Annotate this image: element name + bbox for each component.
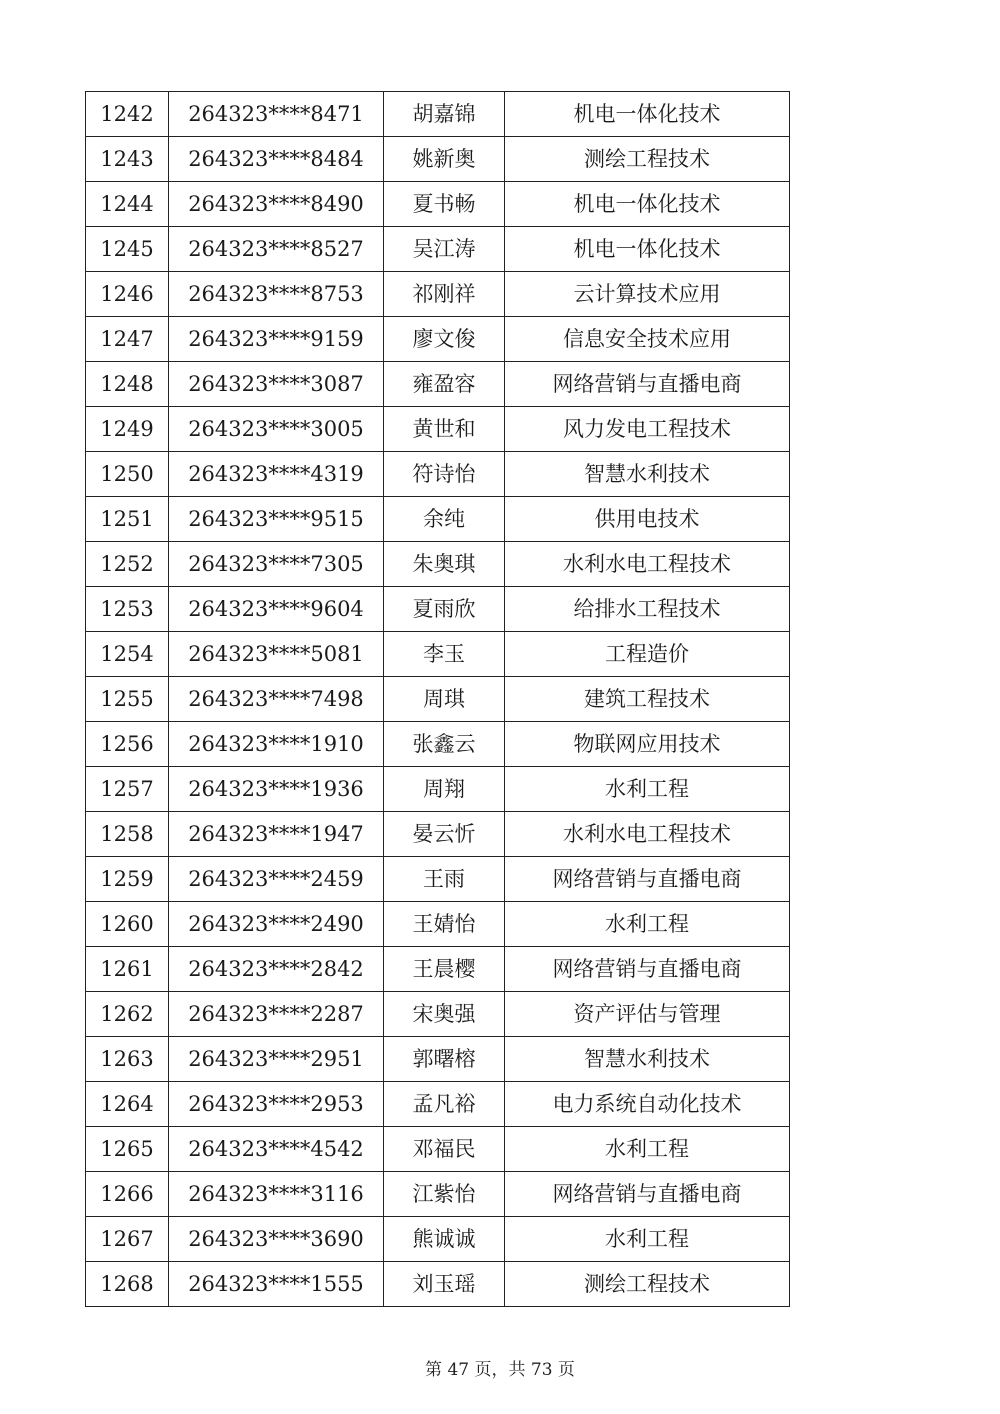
row-number: 1258 xyxy=(86,812,169,857)
major: 物联网应用技术 xyxy=(505,722,790,767)
student-name: 周翔 xyxy=(384,767,505,812)
table-row xyxy=(86,452,790,497)
student-name: 朱奥琪 xyxy=(384,542,505,587)
row-number: 1247 xyxy=(86,317,169,362)
row-number: 1249 xyxy=(86,407,169,452)
major: 智慧水利技术 xyxy=(505,1037,790,1082)
row-number: 1260 xyxy=(86,902,169,947)
id-number: 264323****8527 xyxy=(169,227,384,272)
row-number: 1257 xyxy=(86,767,169,812)
table-row xyxy=(86,767,790,812)
id-number: 264323****3116 xyxy=(169,1172,384,1217)
table-row xyxy=(86,812,790,857)
table-row xyxy=(86,92,790,137)
id-number: 264323****1555 xyxy=(169,1262,384,1307)
table-row xyxy=(86,542,790,587)
table-row xyxy=(86,1082,790,1127)
id-number: 264323****7498 xyxy=(169,677,384,722)
id-number: 264323****5081 xyxy=(169,632,384,677)
table-row xyxy=(86,632,790,677)
major: 测绘工程技术 xyxy=(505,137,790,182)
major: 网络营销与直播电商 xyxy=(505,947,790,992)
table-row xyxy=(86,362,790,407)
student-name: 黄世和 xyxy=(384,407,505,452)
row-number: 1265 xyxy=(86,1127,169,1172)
student-name: 姚新奥 xyxy=(384,137,505,182)
row-number: 1248 xyxy=(86,362,169,407)
row-number: 1245 xyxy=(86,227,169,272)
row-number: 1261 xyxy=(86,947,169,992)
student-name: 王晨樱 xyxy=(384,947,505,992)
table-row xyxy=(86,587,790,632)
student-name: 邓福民 xyxy=(384,1127,505,1172)
student-name: 王婧怡 xyxy=(384,902,505,947)
row-number: 1254 xyxy=(86,632,169,677)
id-number: 264323****9159 xyxy=(169,317,384,362)
major: 网络营销与直播电商 xyxy=(505,362,790,407)
major: 给排水工程技术 xyxy=(505,587,790,632)
student-name: 胡嘉锦 xyxy=(384,92,505,137)
major: 工程造价 xyxy=(505,632,790,677)
student-name: 吴江涛 xyxy=(384,227,505,272)
major: 智慧水利技术 xyxy=(505,452,790,497)
id-number: 264323****3005 xyxy=(169,407,384,452)
row-number: 1251 xyxy=(86,497,169,542)
student-name: 郭曙榕 xyxy=(384,1037,505,1082)
row-number: 1243 xyxy=(86,137,169,182)
major: 电力系统自动化技术 xyxy=(505,1082,790,1127)
row-number: 1262 xyxy=(86,992,169,1037)
table-row xyxy=(86,1262,790,1307)
student-name: 廖文俊 xyxy=(384,317,505,362)
major: 测绘工程技术 xyxy=(505,1262,790,1307)
student-name: 符诗怡 xyxy=(384,452,505,497)
major: 机电一体化技术 xyxy=(505,182,790,227)
major: 云计算技术应用 xyxy=(505,272,790,317)
major: 水利工程 xyxy=(505,1217,790,1262)
table-row xyxy=(86,137,790,182)
student-name: 熊诚诚 xyxy=(384,1217,505,1262)
student-name: 刘玉瑶 xyxy=(384,1262,505,1307)
id-number: 264323****4319 xyxy=(169,452,384,497)
id-number: 264323****8484 xyxy=(169,137,384,182)
id-number: 264323****9604 xyxy=(169,587,384,632)
row-number: 1252 xyxy=(86,542,169,587)
student-name: 晏云忻 xyxy=(384,812,505,857)
row-number: 1263 xyxy=(86,1037,169,1082)
major: 水利工程 xyxy=(505,902,790,947)
row-number: 1264 xyxy=(86,1082,169,1127)
id-number: 264323****8490 xyxy=(169,182,384,227)
id-number: 264323****3690 xyxy=(169,1217,384,1262)
id-number: 264323****7305 xyxy=(169,542,384,587)
table-row xyxy=(86,1127,790,1172)
student-name: 王雨 xyxy=(384,857,505,902)
major: 水利工程 xyxy=(505,1127,790,1172)
student-roster-table xyxy=(85,91,790,1307)
table-row xyxy=(86,272,790,317)
id-number: 264323****2287 xyxy=(169,992,384,1037)
row-number: 1256 xyxy=(86,722,169,767)
major: 网络营销与直播电商 xyxy=(505,857,790,902)
student-name: 余纯 xyxy=(384,497,505,542)
table-row xyxy=(86,1172,790,1217)
id-number: 264323****3087 xyxy=(169,362,384,407)
id-number: 264323****2490 xyxy=(169,902,384,947)
table-row xyxy=(86,947,790,992)
table-row xyxy=(86,857,790,902)
major: 风力发电工程技术 xyxy=(505,407,790,452)
major: 资产评估与管理 xyxy=(505,992,790,1037)
table-row xyxy=(86,1217,790,1262)
student-name: 孟凡裕 xyxy=(384,1082,505,1127)
row-number: 1244 xyxy=(86,182,169,227)
id-number: 264323****1947 xyxy=(169,812,384,857)
table-row xyxy=(86,992,790,1037)
student-name: 宋奥强 xyxy=(384,992,505,1037)
table-row xyxy=(86,227,790,272)
roster-table-body xyxy=(86,92,790,1307)
major: 机电一体化技术 xyxy=(505,227,790,272)
id-number: 264323****2953 xyxy=(169,1082,384,1127)
id-number: 264323****4542 xyxy=(169,1127,384,1172)
major: 供用电技术 xyxy=(505,497,790,542)
row-number: 1242 xyxy=(86,92,169,137)
student-name: 祁刚祥 xyxy=(384,272,505,317)
id-number: 264323****9515 xyxy=(169,497,384,542)
row-number: 1259 xyxy=(86,857,169,902)
student-name: 夏书畅 xyxy=(384,182,505,227)
major: 水利水电工程技术 xyxy=(505,542,790,587)
id-number: 264323****2459 xyxy=(169,857,384,902)
id-number: 264323****2842 xyxy=(169,947,384,992)
major: 信息安全技术应用 xyxy=(505,317,790,362)
id-number: 264323****2951 xyxy=(169,1037,384,1082)
row-number: 1267 xyxy=(86,1217,169,1262)
table-row xyxy=(86,677,790,722)
student-name: 李玉 xyxy=(384,632,505,677)
id-number: 264323****8753 xyxy=(169,272,384,317)
table-row xyxy=(86,902,790,947)
student-name: 张鑫云 xyxy=(384,722,505,767)
row-number: 1255 xyxy=(86,677,169,722)
table-row xyxy=(86,1037,790,1082)
student-name: 周琪 xyxy=(384,677,505,722)
row-number: 1253 xyxy=(86,587,169,632)
row-number: 1250 xyxy=(86,452,169,497)
major: 网络营销与直播电商 xyxy=(505,1172,790,1217)
row-number: 1246 xyxy=(86,272,169,317)
major: 水利水电工程技术 xyxy=(505,812,790,857)
id-number: 264323****1910 xyxy=(169,722,384,767)
page-footer: 第 47 页，共 73 页 xyxy=(425,1360,575,1380)
row-number: 1268 xyxy=(86,1262,169,1307)
row-number: 1266 xyxy=(86,1172,169,1217)
student-name: 夏雨欣 xyxy=(384,587,505,632)
table-row xyxy=(86,722,790,767)
id-number: 264323****8471 xyxy=(169,92,384,137)
student-name: 雍盈容 xyxy=(384,362,505,407)
table-row xyxy=(86,407,790,452)
id-number: 264323****1936 xyxy=(169,767,384,812)
major: 机电一体化技术 xyxy=(505,92,790,137)
table-row xyxy=(86,317,790,362)
student-name: 江紫怡 xyxy=(384,1172,505,1217)
major: 建筑工程技术 xyxy=(505,677,790,722)
table-row xyxy=(86,182,790,227)
major: 水利工程 xyxy=(505,767,790,812)
table-row xyxy=(86,497,790,542)
